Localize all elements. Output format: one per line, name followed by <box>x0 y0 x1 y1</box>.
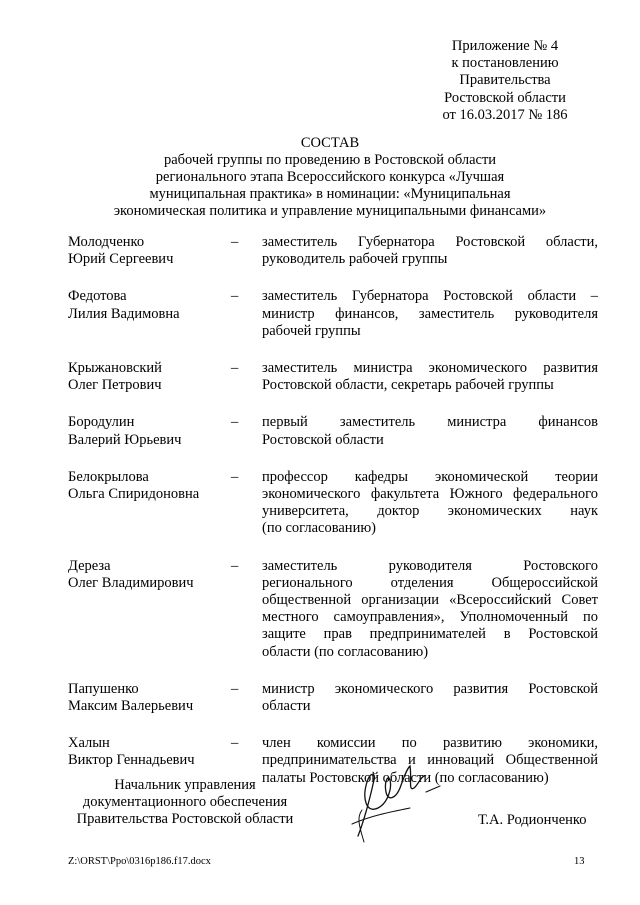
role-line: местного самоуправления», Уполномоченный по <box>262 609 598 626</box>
role-line: профессор кафедры экономической теории <box>262 468 598 485</box>
member-given-names: Ольга Спиридоновна <box>68 486 200 503</box>
position-line: Начальник управления <box>114 777 256 793</box>
member-dash: – <box>231 360 239 377</box>
member-role <box>262 469 598 538</box>
annex-line: Ростовской области <box>444 89 566 106</box>
member-role <box>262 234 598 268</box>
member-name <box>68 234 228 268</box>
member-given-names: Валерий Юрьевич <box>68 431 182 448</box>
member-surname: Бородулин <box>68 414 135 431</box>
member-dash: – <box>231 414 239 431</box>
role-line: рабочей группы <box>262 322 361 339</box>
member-row <box>68 234 598 268</box>
position-line: Правительства Ростовской области <box>76 811 294 828</box>
role-line: Ростовской области, секретарь рабочей группы <box>262 377 554 394</box>
signer-name: Т.А. Родионченко <box>478 812 587 828</box>
heading-line: экономическая политика и управление муниципальными финансами» <box>113 203 547 219</box>
member-name <box>68 558 228 592</box>
role-line: предпринимательства и инноваций Общественной <box>262 752 598 769</box>
role-line: общественной организации «Всероссийский Совет <box>262 592 598 609</box>
member-name <box>68 288 228 322</box>
member-row <box>68 469 598 538</box>
member-surname: Молодченко <box>68 234 145 250</box>
role-line: (по согласованию) <box>262 520 376 537</box>
role-line: области (по согласованию) <box>262 643 429 660</box>
member-dash: – <box>231 288 239 305</box>
member-name <box>68 414 228 448</box>
member-role <box>262 414 598 448</box>
role-line: руководитель рабочей группы <box>262 251 448 268</box>
role-line: заместитель министра экономического развития <box>262 360 598 377</box>
members-list <box>68 234 598 787</box>
member-given-names: Виктор Геннадьевич <box>68 752 195 769</box>
member-row <box>68 360 598 394</box>
role-line: первый заместитель министра финансов <box>262 414 598 431</box>
heading-line: рабочей группы по проведению в Ростовской области <box>163 152 497 168</box>
handwritten-signature <box>340 758 450 848</box>
role-line: области <box>262 698 311 715</box>
signatory-position <box>60 777 310 829</box>
document-title: СОСТАВ <box>300 135 360 151</box>
member-surname: Халын <box>68 735 110 752</box>
member-given-names: Олег Петрович <box>68 377 162 394</box>
annex-line: к постановлению <box>451 55 559 72</box>
member-dash: – <box>231 735 239 752</box>
member-name <box>68 360 228 394</box>
member-surname: Белокрылова <box>68 468 149 485</box>
role-line: министр экономического развития Ростовской <box>262 680 598 697</box>
annex-line: от 16.03.2017 № 186 <box>442 106 568 123</box>
role-line: Ростовской области <box>262 431 384 448</box>
role-line: министр финансов, заместитель руководителя <box>262 305 598 322</box>
role-line: регионального отделения Общероссийской <box>262 574 598 591</box>
member-name <box>68 469 228 503</box>
member-given-names: Олег Владимирович <box>68 574 194 591</box>
member-row <box>68 681 598 715</box>
role-line: заместитель Губернатора Ростовской области – <box>262 288 598 305</box>
role-line: экономического факультета Южного федерального <box>262 486 598 503</box>
member-row <box>68 414 598 448</box>
role-line: университета, доктор экономических наук <box>262 503 598 520</box>
footer-page-number: 13 <box>574 856 585 867</box>
member-surname: Папушенко <box>68 680 139 697</box>
member-role <box>262 558 598 661</box>
footer-file-path: Z:\ORST\Ppo\0316p186.f17.docx <box>68 856 211 867</box>
member-given-names: Максим Валерьевич <box>68 698 194 715</box>
member-given-names: Лилия Вадимовна <box>68 305 180 322</box>
member-name <box>68 681 228 715</box>
role-line: член комиссии по развитию экономики, <box>262 735 598 752</box>
member-given-names: Юрий Сергеевич <box>68 251 174 268</box>
annex-line: Приложение № 4 <box>451 38 559 54</box>
heading-line: регионального этапа Всероссийского конкурса «Лучшая <box>155 169 505 185</box>
member-surname: Федотова <box>68 288 127 305</box>
member-role <box>262 288 598 340</box>
member-surname: Дереза <box>68 557 111 574</box>
member-name <box>68 735 228 769</box>
role-line: защите прав предпринимателей в Ростовской <box>262 626 598 643</box>
member-row <box>68 288 598 340</box>
role-line: заместитель Губернатора Ростовской области, <box>262 234 598 250</box>
role-line: палаты Ростовской области (по согласованию) <box>262 769 549 786</box>
role-line: заместитель руководителя Ростовского <box>262 557 598 574</box>
document-heading <box>60 135 600 220</box>
heading-line: муниципальная практика» в номинации: «Муниципальная <box>149 186 511 202</box>
member-dash: – <box>231 234 239 250</box>
annex-header <box>420 38 590 124</box>
annex-line: Правительства <box>459 72 551 89</box>
member-row <box>68 558 598 661</box>
position-line: документационного обеспечения <box>82 794 288 811</box>
member-dash: – <box>231 468 239 485</box>
member-dash: – <box>231 557 239 574</box>
member-role <box>262 360 598 394</box>
member-dash: – <box>231 680 239 697</box>
member-surname: Крыжановский <box>68 360 162 377</box>
member-role <box>262 681 598 715</box>
